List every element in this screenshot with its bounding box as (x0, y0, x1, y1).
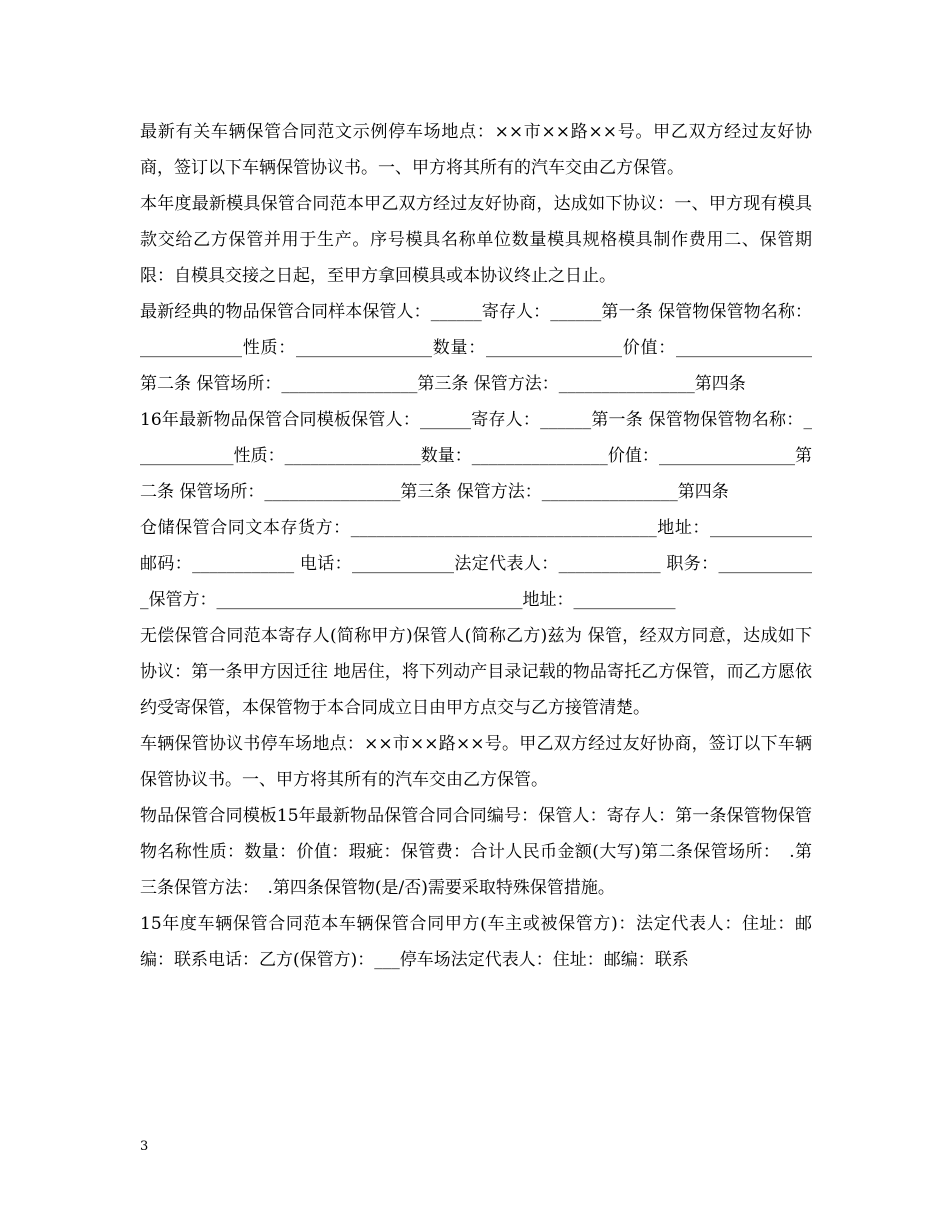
paragraph-classic-item-contract: 最新经典的物品保管合同样本保管人：______寄存人：______第一条 保管物保管物名称：____________性质：________________数量：________________价值：________________第二条 保管场所：________________第三条 保管方法：________________第四条 (140, 302, 812, 394)
paragraph-gratuitous-custody-contract: 无偿保管合同范本寄存人(简称甲方)保管人(简称乙方)兹为 保管，经双方同意，达成如下协议：第一条甲方因迁往 地居住，将下列动产目录记载的物品寄托乙方保管，而乙方愿依约受寄保管，本保管物于本合同成立日由甲方点交与乙方接管清楚。 (140, 626, 812, 718)
paragraph-item-contract-template: 16年最新物品保管合同模板保管人：______寄存人：______第一条 保管物保管物名称：____________性质：________________数量：________________价值：________________第二条 保管场所：________________第三条 保管方法：________________第四条 (140, 410, 812, 502)
paragraph-item-contract-15: 物品保管合同模板15年最新物品保管合同合同编号：保管人：寄存人：第一条保管物保管物名称性质：数量：价值：瑕疵：保管费：合计人民币金额(大写)第二条保管场所： .第三条保管方法： .第四条保管物(是/否)需要采取特殊保管措施。 (140, 806, 812, 898)
document-body (140, 114, 829, 978)
page-number: 3 (140, 1139, 149, 1154)
paragraph-vehicle-contract-sample: 最新有关车辆保管合同范文示例停车场地点：××市××路××号。甲乙双方经过友好协商，签订以下车辆保管协议书。一、甲方将其所有的汽车交由乙方保管。 (140, 122, 812, 178)
paragraph-warehouse-contract: 仓储保管合同文本存货方：____________________________________地址：____________ 邮码：____________ 电话：____________法定代表人：____________ 职务：____________保管方：____________________________________地址：____________ (140, 518, 812, 610)
paragraph-vehicle-contract-15: 15年度车辆保管合同范本车辆保管合同甲方(车主或被保管方)：法定代表人：住址：邮编：联系电话：乙方(保管方)：___停车场法定代表人：住址：邮编：联系 (140, 914, 812, 970)
paragraph-mold-custody-contract: 本年度最新模具保管合同范本甲乙双方经过友好协商，达成如下协议：一、甲方现有模具 款交给乙方保管并用于生产。序号模具名称单位数量模具规格模具制作费用二、保管期限：自模具交接之日起，至甲方拿回模具或本协议终止之日止。 (140, 194, 829, 286)
paragraph-vehicle-agreement: 车辆保管协议书停车场地点：××市××路××号。甲乙双方经过友好协商，签订以下车辆保管协议书。一、甲方将其所有的汽车交由乙方保管。 (140, 734, 812, 790)
